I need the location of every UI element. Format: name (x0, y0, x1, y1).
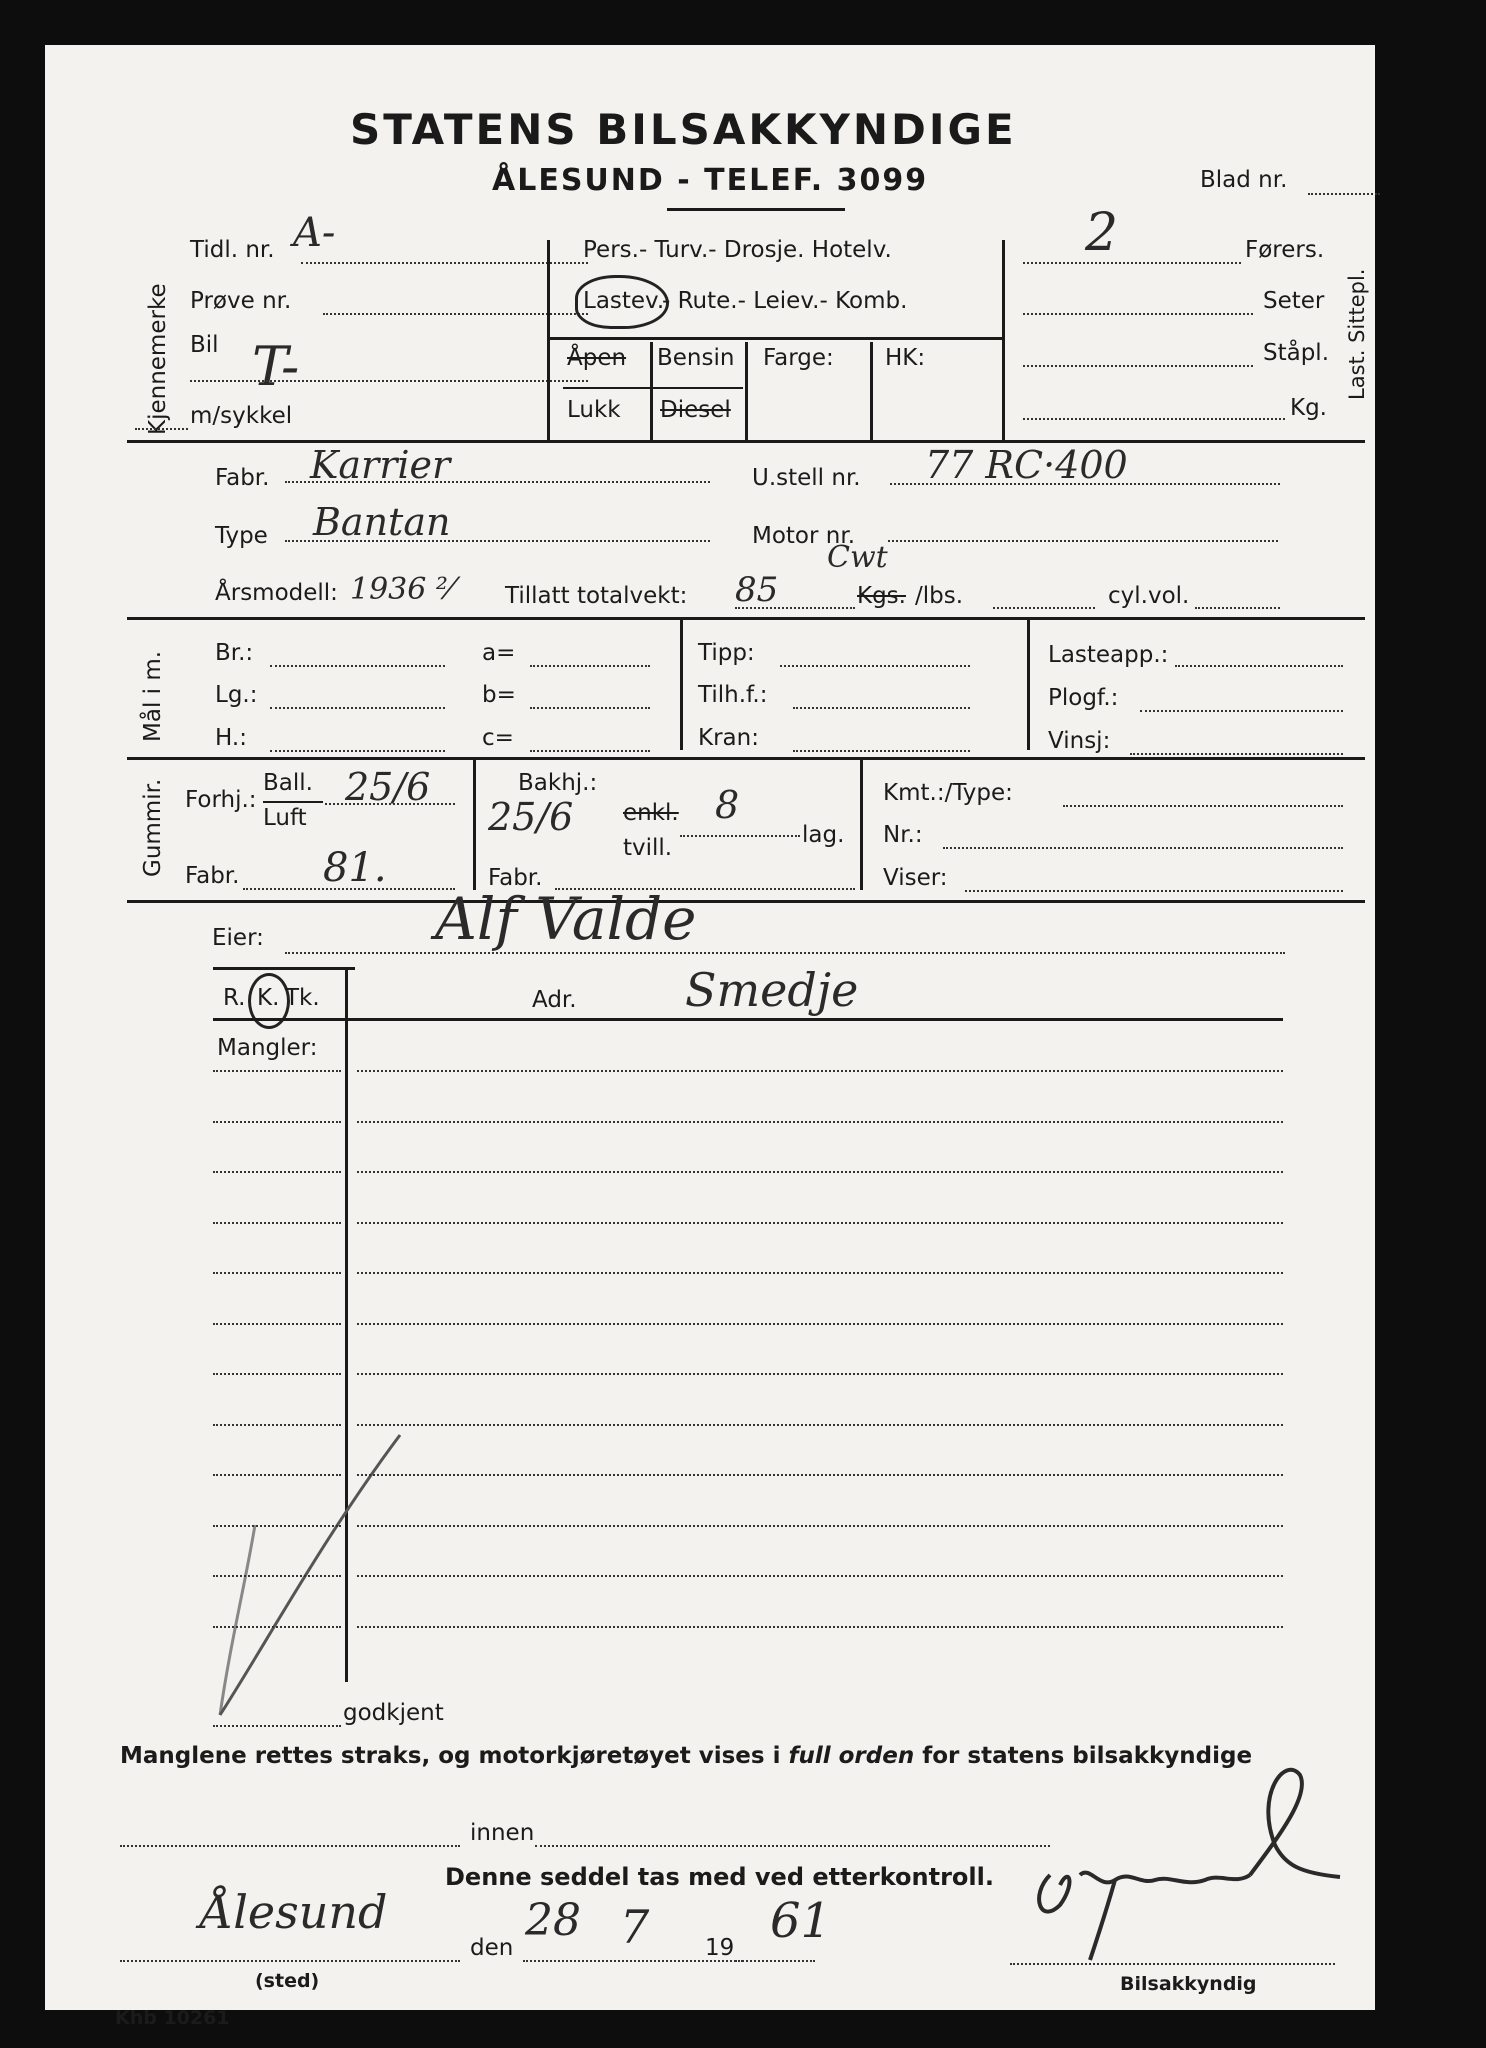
mangler-line-left[interactable] (213, 1070, 341, 1072)
check-mark-icon (195, 1385, 435, 1725)
eier-label: Eier: (212, 925, 264, 951)
forhj-value: 25/6 (345, 765, 431, 809)
seter-field[interactable] (1023, 313, 1253, 315)
den-label: den (470, 1935, 514, 1961)
signature-field[interactable] (1010, 1963, 1335, 1965)
notice-italic: full orden (788, 1743, 915, 1769)
bilsakkyndig-label: Bilsakkyndig (1120, 1973, 1257, 1995)
rktk-r[interactable]: R. (223, 985, 246, 1011)
farge-label: Farge: (763, 345, 834, 371)
divider-gummi-1 (473, 760, 476, 890)
b-label: b= (482, 682, 516, 708)
enkl-option[interactable]: enkl. (623, 800, 679, 826)
rule-3 (127, 757, 1365, 760)
divider-farge (870, 342, 873, 440)
c-label: c= (482, 725, 514, 751)
form-id: Khb 10261 (115, 2007, 230, 2029)
gummi-side-label: Gummir. (140, 778, 166, 877)
tidl-field[interactable] (301, 262, 588, 264)
mal-side-label: Mål i m. (140, 650, 166, 742)
mangler-line-left[interactable] (213, 1626, 341, 1628)
extra-field[interactable] (993, 607, 1095, 609)
eier-field[interactable] (285, 952, 1285, 954)
mangler-line[interactable] (357, 1171, 1283, 1173)
tillatt-field[interactable] (735, 607, 855, 609)
mangler-line-left[interactable] (213, 1171, 341, 1173)
motor-label: Motor nr. (752, 523, 856, 549)
sted-label: (sted) (255, 1970, 320, 1992)
vinsj-label: Vinsj: (1048, 728, 1111, 754)
date-day: 28 (525, 1895, 581, 1946)
kjennemerke-side-label: Kjennemerke (145, 283, 171, 435)
kmt-label: Kmt.:/Type: (883, 780, 1013, 806)
lag-field[interactable] (680, 835, 800, 837)
innen-field-2[interactable] (535, 1845, 1050, 1847)
capacity-side-label: Last. Sittepl. (1345, 268, 1369, 400)
title-underline (667, 208, 845, 211)
tilhf-field[interactable] (793, 707, 970, 709)
viser-field[interactable] (965, 890, 1343, 892)
fuel-rule (563, 387, 743, 389)
a-label: a= (482, 640, 516, 666)
tillatt-value: 85 (735, 570, 779, 610)
luft-label: Luft (263, 805, 307, 831)
mangler-line[interactable] (357, 1121, 1283, 1123)
type-row-rule (547, 337, 1002, 340)
mangler-line[interactable] (357, 1222, 1283, 1224)
notice-post: for statens bilsakkyndige (922, 1743, 1253, 1769)
a-field[interactable] (530, 665, 650, 667)
type-value: Bantan (313, 500, 451, 544)
nr-label: Nr.: (883, 822, 923, 848)
fabr-value: Karrier (310, 443, 451, 487)
kgs-option: Kgs. (857, 583, 906, 609)
fabr-field[interactable] (285, 481, 710, 483)
mangler-line[interactable] (357, 1474, 1283, 1476)
forers-field[interactable] (1023, 262, 1241, 264)
ustell-label: U.stell nr. (752, 465, 861, 491)
lbs-option: /lbs. (915, 583, 964, 609)
forers-label: Førers. (1245, 237, 1325, 263)
tvill-option[interactable]: tvill. (623, 835, 673, 861)
bil-value: T- (252, 335, 300, 398)
kran-field[interactable] (793, 750, 970, 752)
lg-label: Lg.: (215, 682, 258, 708)
lukk-option[interactable]: Lukk (567, 397, 621, 423)
br-label: Br.: (215, 640, 254, 666)
mangler-label: Mangler: (217, 1035, 318, 1061)
form-title: STATENS BILSAKKYNDIGE (350, 105, 1017, 154)
mangler-line-left[interactable] (213, 1474, 341, 1476)
bil-field[interactable] (190, 380, 588, 382)
plogf-label: Plogf.: (1048, 685, 1119, 711)
mangler-line[interactable] (357, 1626, 1283, 1628)
divider-hk (1002, 240, 1005, 440)
forhj-label: Forhj.: (185, 787, 257, 813)
innen-label: innen (470, 1820, 535, 1846)
apen-option[interactable]: Åpen (567, 345, 627, 371)
mangler-line[interactable] (357, 1525, 1283, 1527)
br-field[interactable] (270, 665, 445, 667)
bensin-option[interactable]: Bensin (657, 345, 735, 371)
eier-value: Alf Valde (435, 885, 697, 953)
h-label: H.: (215, 725, 247, 751)
mangler-line-left[interactable] (213, 1121, 341, 1123)
mangler-line-left[interactable] (213, 1272, 341, 1274)
tipp-label: Tipp: (698, 640, 755, 666)
godkjent-field[interactable] (213, 1725, 341, 1727)
adr-label: Adr. (532, 987, 577, 1013)
year-value: 61 (770, 1893, 832, 1949)
lag-label: lag. (802, 822, 845, 848)
forhj-field[interactable] (325, 803, 455, 805)
mangler-line-left[interactable] (213, 1525, 341, 1527)
form-subtitle: ÅLESUND - TELEF. 3099 (492, 163, 929, 198)
kran-label: Kran: (698, 725, 759, 751)
year-field[interactable] (735, 1960, 815, 1962)
divider-gummi-2 (860, 760, 863, 890)
divider-mal-2 (1027, 620, 1030, 750)
tilhf-label: Tilh.f.: (698, 682, 768, 708)
mangler-line[interactable] (357, 1575, 1283, 1577)
nr-field[interactable] (943, 847, 1343, 849)
seter-label: Seter (1263, 288, 1325, 314)
hk-label: HK: (885, 345, 926, 371)
lastev-option[interactable]: Lastev. (583, 288, 665, 314)
divider-kjm (547, 240, 550, 440)
kg-label: Kg. (1290, 395, 1327, 421)
mangler-line-left[interactable] (213, 1575, 341, 1577)
h-field[interactable] (270, 750, 445, 752)
tipp-field[interactable] (780, 665, 970, 667)
bakhj-label: Bakhj.: (518, 770, 598, 796)
tillatt-unit: Cwt (827, 540, 888, 575)
divider-bensin (745, 342, 748, 440)
type-field[interactable] (285, 540, 710, 542)
sted-field[interactable] (120, 1960, 460, 1962)
date-month: 7 (620, 1900, 650, 1954)
forhj-bracket (263, 801, 323, 803)
lasteapp-field[interactable] (1175, 665, 1343, 667)
mangler-line[interactable] (357, 1070, 1283, 1072)
forers-value: 2 (1085, 203, 1119, 263)
cylvol-label: cyl.vol. (1108, 583, 1190, 609)
gummi-fabr-field[interactable] (243, 888, 455, 890)
mangler-line-left[interactable] (213, 1323, 341, 1325)
bakhj-value: 25/6 (488, 795, 574, 839)
signature-image (1020, 1755, 1350, 1965)
rule-4 (127, 900, 1365, 903)
cylvol-field[interactable] (1195, 607, 1280, 609)
mangler-line[interactable] (357, 1373, 1283, 1375)
kg-field[interactable] (1023, 418, 1285, 420)
etterkontroll-text: Denne seddel tas med ved etterkontroll. (445, 1863, 994, 1891)
divider-apen (650, 342, 653, 440)
stapl-label: Ståpl. (1263, 340, 1330, 366)
inspection-form (45, 45, 1375, 2029)
tidl-label: Tidl. nr. (190, 237, 275, 263)
blad-field[interactable] (1308, 193, 1380, 195)
b-field[interactable] (530, 707, 650, 709)
rktk-tk[interactable]: Tk. (285, 985, 320, 1011)
rktk-k[interactable]: K. (257, 985, 280, 1011)
godkjent-label: godkjent (343, 1700, 444, 1726)
arsmodell-label: Årsmodell: (215, 580, 338, 606)
tillatt-label: Tillatt totalvekt: (505, 583, 688, 609)
notice-pre: Manglene rettes straks, og motorkjøretøyet vises i (120, 1743, 781, 1769)
type-label: Type (215, 523, 268, 549)
type-line2: - Rute.- Leiev.- Komb. (662, 288, 908, 314)
arsmodell-value: 1936 ²⁄ (350, 572, 453, 607)
ustell-value: 77 RC·400 (925, 443, 1128, 487)
plogf-field[interactable] (1140, 710, 1343, 712)
viser-label: Viser: (883, 865, 948, 891)
kmt-field[interactable] (1063, 805, 1343, 807)
adr-rule (213, 1018, 1283, 1021)
bil-label: Bil (190, 332, 219, 358)
diesel-option[interactable]: Diesel (660, 397, 731, 423)
fabr-label: Fabr. (215, 465, 270, 491)
tidl-value: A- (293, 210, 336, 256)
ball-label: Ball. (263, 770, 313, 796)
mangler-line-left[interactable] (213, 1424, 341, 1426)
mangler-line[interactable] (357, 1272, 1283, 1274)
divider-mal-1 (680, 620, 683, 750)
rule-2 (127, 617, 1365, 620)
gummi-fabr-value: 81. (323, 845, 387, 891)
c-field[interactable] (530, 750, 650, 752)
mangler-line[interactable] (357, 1424, 1283, 1426)
msykkel-prefix (135, 428, 188, 430)
lasteapp-label: Lasteapp.: (1048, 642, 1169, 668)
mangler-line[interactable] (357, 1323, 1283, 1325)
adr-value: Smedje (685, 963, 859, 1017)
lg-field[interactable] (270, 707, 445, 709)
blad-label: Blad nr. (1200, 167, 1288, 193)
vinsj-field[interactable] (1130, 753, 1343, 755)
sted-value: Ålesund (200, 1885, 388, 1939)
msykkel-label: m/sykkel (190, 403, 293, 429)
enkl-value: 8 (715, 783, 740, 827)
gummi-fabr-label: Fabr. (185, 863, 240, 889)
prove-label: Prøve nr. (190, 288, 292, 314)
innen-field[interactable] (120, 1845, 460, 1847)
lastev-circle (575, 275, 669, 329)
mangler-line-left[interactable] (213, 1373, 341, 1375)
type-line1: Pers.- Turv.- Drosje. Hotelv. (583, 237, 892, 263)
stapl-field[interactable] (1023, 365, 1253, 367)
ustell-field[interactable] (890, 483, 1280, 485)
rktk-top-rule (213, 967, 355, 970)
mangler-line-left[interactable] (213, 1222, 341, 1224)
motor-field[interactable] (888, 540, 1278, 542)
gummi-fabr2-label: Fabr. (488, 865, 543, 891)
year-prefix: 19 (705, 1935, 735, 1961)
